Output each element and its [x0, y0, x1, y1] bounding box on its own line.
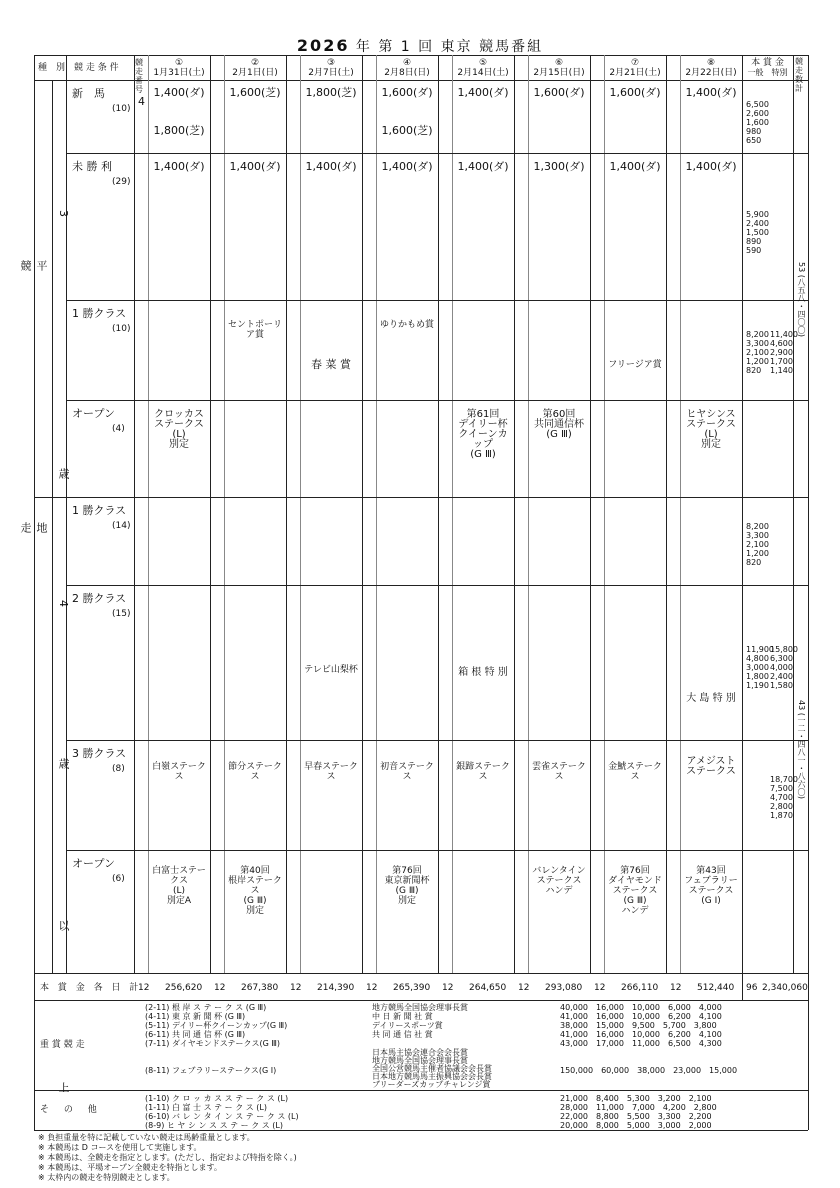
- total-count: 12: [442, 983, 454, 993]
- special-race[interactable]: 節分ステークス: [228, 762, 282, 782]
- col-line: [52, 80, 53, 973]
- total-count: 12: [138, 983, 150, 993]
- row-line: [66, 400, 808, 401]
- others-bottom: [34, 1130, 808, 1131]
- total-count: 12: [290, 983, 302, 993]
- other-prize: 22,000 8,800 5,500 3,300 2,200: [560, 1112, 712, 1121]
- award-row: (2-11) 根 岸 ス テ ー ク ス (G Ⅲ): [145, 1003, 267, 1012]
- sponsor: 地方競馬全国協会理事長賞: [372, 1056, 468, 1065]
- total-amount: 293,080: [545, 983, 583, 993]
- totals-bottom: [34, 1000, 808, 1001]
- award-prize: 41,000 16,000 10,000 6,200 4,100: [560, 1030, 722, 1039]
- total-count: 12: [518, 983, 530, 993]
- note: ※ 太枠内の競走を特別競走とします。: [38, 1173, 175, 1182]
- special-race[interactable]: テレビ山梨杯: [304, 665, 358, 675]
- special-race[interactable]: 大 島 特 別: [686, 693, 736, 704]
- prize-list: 6,500 2,600 1,600 980 650: [746, 100, 769, 145]
- race-cell[interactable]: 1,600(ダ): [533, 86, 585, 99]
- special-race[interactable]: クロッカス ステークス (L) 別定: [154, 409, 204, 450]
- header-date-3: ③ 2月7日(土): [308, 58, 354, 78]
- header-date-5: ⑤ 2月14日(土): [457, 58, 509, 78]
- class-label: 1 勝クラス (14): [72, 504, 131, 531]
- col-line: [666, 55, 667, 973]
- award-prize: 41,000 16,000 10,000 6,200 4,100: [560, 1012, 722, 1021]
- special-race[interactable]: 第60回 共同通信杯 (G Ⅲ): [534, 409, 584, 440]
- special-race[interactable]: 第40回 根岸ステークス (G Ⅲ) 別定: [228, 866, 282, 916]
- race-number: 4: [138, 95, 145, 108]
- col-line: [210, 55, 211, 973]
- race-cell[interactable]: 1,400(ダ): [457, 160, 509, 173]
- total-amount: 267,380: [241, 983, 279, 993]
- special-race[interactable]: 第76回 東京新聞杯 (G Ⅲ) 別定: [384, 866, 430, 906]
- total-count: 12: [670, 983, 682, 993]
- award-prize: 43,000 17,000 11,000 6,500 4,300: [560, 1039, 722, 1048]
- class-label: オープン (4): [72, 407, 125, 434]
- page-title: 2026 年 第 1 回 東京 競馬番組: [296, 36, 544, 55]
- race-cell[interactable]: 1,400(ダ): [457, 86, 509, 99]
- award-row: (7-11) ダイヤモンドステークス(G Ⅲ): [145, 1039, 280, 1048]
- other-prize: 28,000 11,000 7,000 4,200 2,800: [560, 1103, 717, 1112]
- special-race[interactable]: フリージア賞: [608, 360, 662, 370]
- sponsor: 共 同 通 信 社 賞: [372, 1030, 433, 1039]
- race-cell[interactable]: 1,400(ダ): [153, 86, 205, 99]
- col-line: [604, 55, 605, 973]
- total-amount: 264,650: [469, 983, 507, 993]
- award-prize: 38,000 15,000 9,500 5,700 3,800: [560, 1021, 717, 1030]
- header-date-7: ⑦ 2月21日(土): [609, 58, 661, 78]
- race-cell[interactable]: 1,600(芝): [381, 124, 433, 137]
- flat-label: 平 地 競 走: [19, 260, 48, 784]
- header-prize: 本 賞 金 一般 特別: [747, 58, 788, 77]
- header-date-1: ① 1月31日(土): [153, 58, 205, 78]
- special-race[interactable]: 銀蹄ステークス: [456, 762, 510, 782]
- col-line: [793, 55, 794, 973]
- special-race[interactable]: 金鯱ステークス: [608, 762, 662, 782]
- count-3: 53 (八五八・四〇〇): [797, 262, 806, 337]
- race-cell[interactable]: 1,800(芝): [305, 86, 357, 99]
- special-race[interactable]: 第76回 ダイヤモンド ステークス (G Ⅲ) ハンデ: [608, 866, 662, 916]
- race-cell[interactable]: 1,400(ダ): [685, 160, 737, 173]
- header-count: 競走数計: [795, 57, 803, 93]
- sponsor: 日本馬主協会連合会会長賞: [372, 1048, 468, 1057]
- total-amount: 512,440: [697, 983, 735, 993]
- special-race[interactable]: ゆりかもめ賞: [379, 320, 434, 330]
- header-date-2: ② 2月1日(日): [232, 58, 278, 78]
- race-cell[interactable]: 1,800(芝): [153, 124, 205, 137]
- note: ※ 負担重量を特に記載していない競走は馬齢重量とします。: [38, 1133, 255, 1142]
- frame-top: [34, 55, 808, 56]
- awards-bottom: [34, 1090, 808, 1091]
- header-date-6: ⑥ 2月15日(日): [533, 58, 585, 78]
- other-row: (8-9) ヒ ヤ シ ン ス ス テ ー ク ス (L): [145, 1121, 283, 1130]
- class-label: 未 勝 利 (29): [72, 160, 131, 187]
- age4-label: 4 歳 以 上: [57, 600, 70, 1163]
- prize-list: 18,700 7,500 4,700 2,800 1,870: [770, 775, 798, 820]
- others-label: そ の 他: [40, 1105, 103, 1115]
- count-4: 43 (一二・四八一・八六〇): [797, 700, 806, 799]
- col-line: [528, 55, 529, 973]
- prize-list: 8,200 3,300 2,100 1,200 820: [746, 522, 769, 567]
- col-line: [134, 55, 135, 973]
- note: ※ 本競馬は、全競走を指定とします。(ただし、指定および特指を除く。): [38, 1153, 297, 1162]
- special-race[interactable]: セントポーリア賞: [227, 320, 282, 340]
- race-cell[interactable]: 1,400(ダ): [609, 160, 661, 173]
- col-line: [300, 55, 301, 973]
- frame-right: [808, 55, 809, 1130]
- sponsor: デイリースポーツ賞: [372, 1021, 443, 1030]
- grid-bottom: [34, 973, 808, 974]
- award-row: (5-11) デイリー杯クイーンカップ(G Ⅲ): [145, 1021, 288, 1030]
- special-race[interactable]: 第43回 フェブラリー ステークス (G Ⅰ): [684, 866, 738, 906]
- prize-list: 11,900 4,800 3,000 1,800 1,190: [746, 645, 774, 690]
- class-label: オープン (6): [72, 857, 125, 884]
- total-count: 12: [594, 983, 606, 993]
- prize-list: 5,900 2,400 1,500 890 590: [746, 210, 769, 255]
- race-cell[interactable]: 1,600(ダ): [381, 86, 433, 99]
- special-race[interactable]: アメジスト ステークス: [686, 756, 736, 777]
- sponsor: 中 日 新 聞 社 賞: [372, 1012, 433, 1021]
- prize-list: 15,800 6,300 4,000 2,400 1,580: [770, 645, 798, 690]
- col-line: [148, 55, 149, 973]
- special-race[interactable]: 箱 根 特 別: [458, 667, 508, 678]
- header-date-8: ⑧ 2月22日(日): [685, 58, 737, 78]
- class-label: 新 馬 (10): [72, 87, 131, 114]
- col-line: [438, 55, 439, 973]
- col-line: [680, 55, 681, 973]
- sponsor: 日本地方競馬馬主振興協会会長賞: [372, 1072, 492, 1081]
- awards-label: 重 賞 競 走: [40, 1040, 85, 1050]
- race-cell[interactable]: 1,400(ダ): [381, 160, 433, 173]
- row-line: [66, 153, 808, 154]
- special-race[interactable]: 白嶺ステークス: [152, 762, 206, 782]
- note: ※ 本競馬は D コースを使用して実施します。: [38, 1143, 202, 1152]
- total-amount: 214,390: [317, 983, 355, 993]
- col-line: [376, 55, 377, 973]
- sponsor: 地方競馬全国協会理事長賞: [372, 1003, 468, 1012]
- row-line: [66, 585, 808, 586]
- special-race[interactable]: バレンタイン ステークス ハンデ: [532, 866, 586, 896]
- class-label: 1 勝クラス (10): [72, 307, 131, 334]
- award-row: (8-11) フェブラリーステークス(G Ⅰ): [145, 1066, 277, 1075]
- race-cell[interactable]: 1,600(ダ): [609, 86, 661, 99]
- class-label: 3 勝クラス (8): [72, 747, 127, 774]
- totals-label: 本 賞 金 各 日 計: [40, 983, 142, 993]
- race-cell[interactable]: 1,400(ダ): [153, 160, 205, 173]
- total-count: 96: [746, 983, 758, 993]
- note: ※ 本競馬は、平場オープン全競走を特指とします。: [38, 1163, 222, 1172]
- col-line: [224, 55, 225, 973]
- other-prize: 21,000 8,400 5,300 3,200 2,100: [560, 1094, 712, 1103]
- other-row: (1-11) 白 富 士 ス テ ー ク ス (L): [145, 1103, 267, 1112]
- row-line: [66, 850, 808, 851]
- col-line: [286, 55, 287, 973]
- total-amount: 256,620: [165, 983, 203, 993]
- header-type: 種 別: [38, 63, 66, 73]
- total-amount: 2,340,060: [762, 983, 808, 993]
- award-prize: 40,000 16,000 10,000 6,000 4,000: [560, 1003, 722, 1012]
- age3-label: 3 歳: [57, 210, 70, 599]
- prize-list: 8,200 3,300 2,100 1,200 820: [746, 330, 769, 375]
- total-count: 12: [366, 983, 378, 993]
- other-prize: 20,000 8,000 5,000 3,000 2,000: [560, 1121, 712, 1130]
- col-line: [590, 55, 591, 973]
- total-amount: 265,390: [393, 983, 431, 993]
- race-cell[interactable]: 1,300(ダ): [533, 160, 585, 173]
- award-prize: 150,000 60,000 38,000 23,000 15,000: [560, 1066, 738, 1075]
- col-line: [742, 55, 743, 1000]
- col-line: [514, 55, 515, 973]
- race-cell[interactable]: 1,400(ダ): [305, 160, 357, 173]
- sponsor: 全国公営競馬主催者協議会会長賞: [372, 1064, 492, 1073]
- special-race[interactable]: 白富士ステークス (L) 別定A: [152, 866, 206, 906]
- race-cell[interactable]: 1,600(芝): [229, 86, 281, 99]
- row-line: [66, 740, 808, 741]
- header-date-4: ④ 2月8日(日): [384, 58, 430, 78]
- special-race[interactable]: 早春ステークス: [304, 762, 358, 782]
- award-row: (4-11) 東 京 新 聞 杯 (G Ⅲ): [145, 1012, 246, 1021]
- header-no: 競走番号: [135, 58, 143, 94]
- header-bottom: [34, 80, 808, 81]
- award-row: (6-11) 共 同 通 信 杯 (G Ⅲ): [145, 1030, 246, 1039]
- race-cell[interactable]: 1,400(ダ): [229, 160, 281, 173]
- special-race[interactable]: 初音ステークス: [380, 762, 434, 782]
- other-row: (6-10) バ レ ン タ イ ン ス テ ー ク ス (L): [145, 1112, 299, 1121]
- special-race[interactable]: ヒヤシンス ステークス (L) 別定: [686, 409, 736, 450]
- total-amount: 266,110: [621, 983, 659, 993]
- col-line: [452, 55, 453, 973]
- row-line: [66, 300, 808, 301]
- other-row: (1-10) ク ロ ッ カ ス ス テ ー ク ス (L): [145, 1094, 289, 1103]
- race-cell[interactable]: 1,400(ダ): [685, 86, 737, 99]
- special-race[interactable]: 春 菜 賞: [311, 358, 351, 371]
- class-label: 2 勝クラス (15): [72, 592, 131, 619]
- special-race[interactable]: 第61回 デイリー杯 クイーンカップ (G Ⅲ): [458, 409, 508, 460]
- header-condition: 競 走 条 件: [74, 63, 119, 73]
- sponsor: ブリーダーズカップチャレンジ賞: [372, 1080, 491, 1089]
- prize-list: 11,400 4,600 2,900 1,700 1,140: [770, 330, 798, 375]
- total-count: 12: [214, 983, 226, 993]
- row-line: [34, 497, 808, 498]
- col-line: [362, 55, 363, 973]
- special-race[interactable]: 雲雀ステークス: [532, 762, 586, 782]
